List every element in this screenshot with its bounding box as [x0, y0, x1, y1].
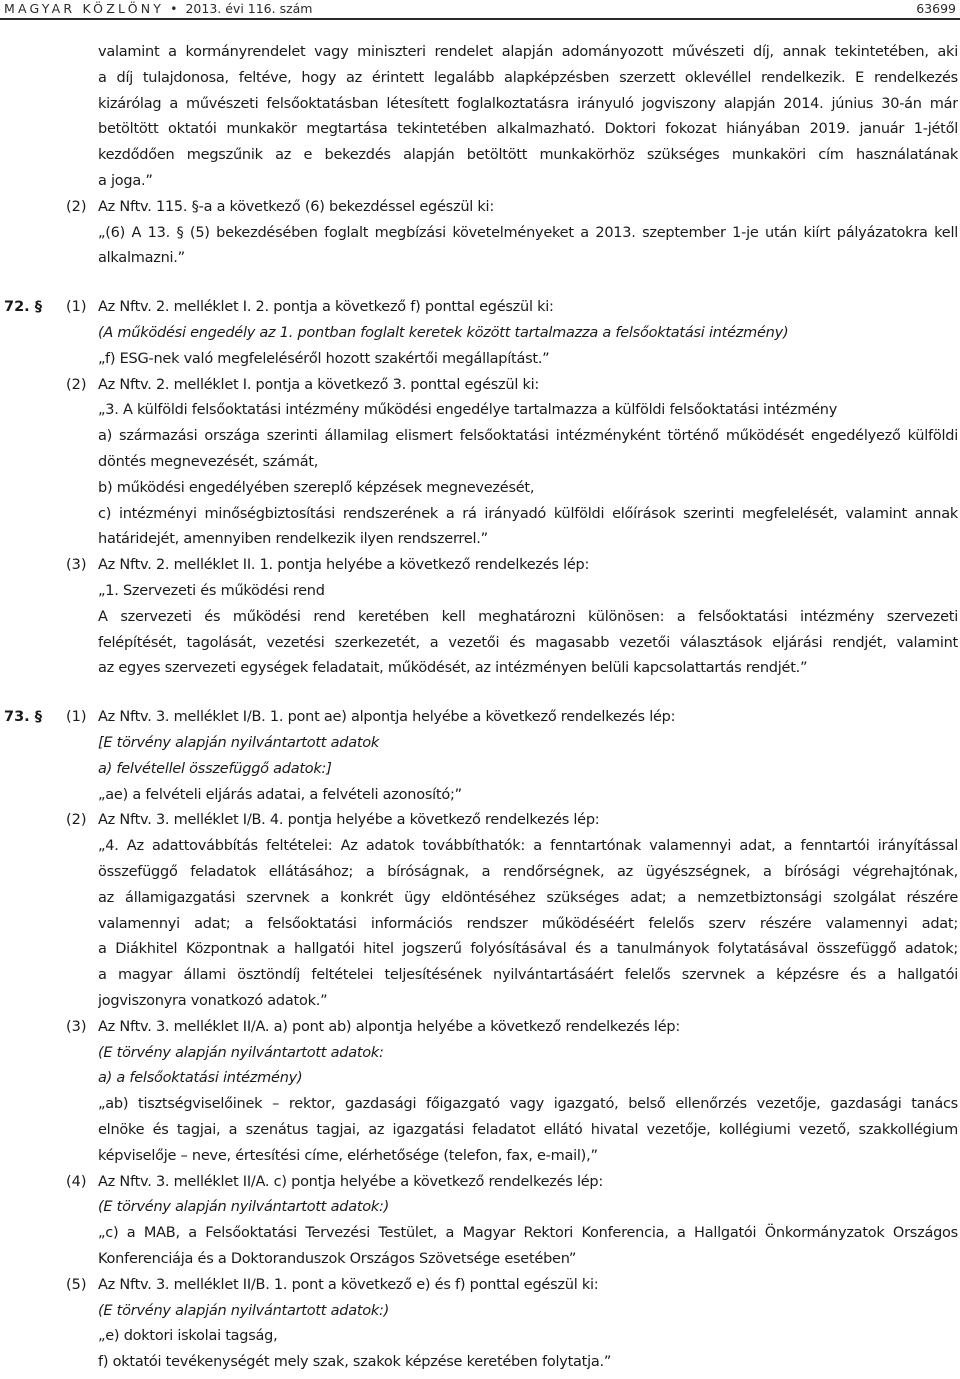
text-line: „(6) A 13. § (5) bekezdésében foglalt megbízási követelményeket a 2013. szeptember 1-je után kiírt pályázatokra kell — [98, 224, 958, 241]
text-line: (E törvény alapján nyilvántartott adatok: — [98, 1044, 384, 1061]
text-line: kezdődően megszűnik az e bekezdés alapján betöltött munkakörhöz szükséges munkaköri cím használatának — [98, 147, 958, 164]
text-line: f) oktatói tevékenységét mely szak, szakok képzése keretében folytatja.” — [98, 1354, 612, 1371]
text-line: az államigazgatási szervnek a konkrét ügy eldöntéséhez szükséges adat; a nemzetbiztonsági szolgálat részére — [98, 889, 958, 906]
issue-label: 2013. évi 116. szám — [185, 1, 313, 16]
text-line: a joga.” — [98, 173, 153, 189]
text-line: alkalmazni.” — [98, 250, 185, 267]
text-line: „ae) a felvételi eljárás adatai, a felvételi azonosító;” — [98, 786, 462, 803]
paragraph-number: (4) — [66, 1173, 87, 1190]
text-line: kizárólag a művészeti felsőoktatásban létesített foglalkoztatásra irányuló jogviszony alapján 2014. június 30-án már — [98, 95, 958, 112]
paragraph-number: (3) — [66, 1018, 87, 1035]
text-line: Az Nftv. 3. melléklet II/A. a) pont ab) alpontja helyébe a következő rendelkezés lép: — [98, 1018, 680, 1035]
paragraph-number: (1) — [66, 709, 87, 726]
text-line: elnöke és tagjai, a szenátus tagjai, az igazgatási feladatot ellátó hivatal vezetője, kollégiumi vezető, szakkollégium — [98, 1122, 958, 1138]
text-line: „c) a MAB, a Felsőoktatási Tervezési Testület, a Magyar Rektori Konferencia, a Hallgatói Önkormányzatok Országos — [98, 1225, 958, 1242]
text-line: Az Nftv. 3. melléklet II/A. c) pontja helyébe a következő rendelkezés lép: — [98, 1173, 603, 1190]
text-line: a Diákhitel Központnak a hallgatói hitel jogszerű folyósításával és a tanulmányok folytatásával összefüggő adatok; — [98, 941, 958, 958]
publication-title: MAGYAR KÖZLÖNY — [4, 1, 165, 16]
text-line: „f) ESG-nek való megfeleléséről hozott szakértői megállapítást.” — [98, 350, 550, 367]
header-divider — [0, 18, 960, 20]
paragraph-number: (3) — [66, 557, 87, 574]
text-line: Az Nftv. 2. melléklet II. 1. pontja helyébe a következő rendelkezés lép: — [98, 557, 590, 574]
text-line: jogviszonyra vonatkozó adatok.” — [98, 993, 328, 1009]
header-publication-line — [4, 1, 312, 16]
page-header — [0, 0, 960, 22]
text-line: „ab) tisztségviselőinek – rektor, gazdasági főigazgató vagy igazgató, belső ellenőrzés vezetője, gazdasági tanács — [98, 1096, 958, 1113]
page-number: 63699 — [916, 1, 956, 16]
text-line: Az Nftv. 3. melléklet II/B. 1. pont a következő e) és f) ponttal egészül ki: — [98, 1276, 599, 1293]
text-line: összefüggő feladatok ellátásához; a bíróságnak, a rendőrségnek, az ügyészségnek, a bírósági végrehajtónak, — [98, 864, 958, 880]
paragraph-number: (2) — [66, 376, 87, 393]
text-line: (A működési engedély az 1. pontban foglalt keretek között tartalmazza a felsőoktatási intézmény) — [98, 325, 789, 341]
text-line: valamint a kormányrendelet vagy miniszteri rendelet alapján adományozott művészeti díj, annak tekintetében, aki — [98, 44, 958, 60]
text-line: „3. A külföldi felsőoktatási intézmény működési engedélye tartalmazza a külföldi felsőoktatási intézmény — [98, 402, 838, 419]
text-line: a) felvétellel összefüggő adatok:] — [98, 760, 332, 777]
text-line: (E törvény alapján nyilvántartott adatok:) — [98, 1302, 390, 1319]
text-line: betöltött oktatói munkakör megtartása tekintetében alkalmazható. Doktori fokozat hiányában 2019. január 1-jétől — [98, 121, 958, 138]
text-line: a magyar állami ösztöndíj feltételei teljesítésének nyilvántartásáért felelős szervnek a képzésre és a hallgatói — [98, 967, 958, 984]
text-line: „e) doktori iskolai tagság, — [98, 1328, 278, 1345]
text-line: Az Nftv. 115. §-a a következő (6) bekezdéssel egészül ki: — [98, 198, 494, 215]
text-line: (E törvény alapján nyilvántartott adatok:) — [98, 1199, 390, 1216]
text-line: a) származási országa szerinti államilag elismert felsőoktatási intézményként történő működését engedélyező külföldi — [98, 428, 958, 445]
text-line: határidejét, amennyiben rendelkezik ilyen rendszerrel.” — [98, 531, 488, 548]
paragraph-number: (2) — [66, 812, 87, 829]
paragraph-number: (2) — [66, 198, 87, 215]
text-line: a) a felsőoktatási intézmény) — [98, 1070, 303, 1087]
text-line: Az Nftv. 2. melléklet I. 2. pontja a következő f) ponttal egészül ki: — [98, 299, 554, 316]
section-number: 72. § — [4, 299, 42, 316]
text-line: c) intézményi minőségbiztosítási rendszerének a rá irányadó külföldi előírások szerinti megfelelését, valamint annak — [98, 505, 958, 522]
text-line: a díj tulajdonosa, feltéve, hogy az érintett legalább alapképzésben szerzett oklevéllel rendelkezik. E rendelkezés — [98, 69, 958, 86]
text-line: [E törvény alapján nyilvántartott adatok — [98, 735, 380, 751]
text-line: b) működési engedélyében szereplő képzések megnevezését, — [98, 479, 535, 496]
text-line: képviselője – neve, értesítési címe, elérhetősége (telefon, fax, e-mail),” — [98, 1147, 598, 1164]
text-line: Az Nftv. 3. melléklet I/B. 1. pont ae) alpontja helyébe a következő rendelkezés lép: — [98, 709, 676, 726]
paragraph-number: (5) — [66, 1276, 87, 1293]
text-line: valamennyi adat; a felsőoktatási információs rendszer működéséért felelős szerv részére valamennyi adat; — [98, 915, 958, 932]
text-line: Az Nftv. 3. melléklet I/B. 4. pontja helyébe a következő rendelkezés lép: — [98, 812, 600, 829]
text-line: döntés megnevezését, számát, — [98, 454, 319, 470]
text-line: az egyes szervezeti egységek feladatait, működését, az intézményen belüli kapcsolattartás rendjét.” — [98, 660, 808, 677]
header-separator: • — [170, 1, 178, 16]
section-number: 73. § — [4, 709, 42, 726]
text-line: „4. Az adattovábbítás feltételei: Az adatok továbbíthatók: a fenntartónak valamennyi adat, a fenntartói irányítással — [98, 838, 958, 855]
paragraph-number: (1) — [66, 299, 87, 316]
text-line: Az Nftv. 2. melléklet I. pontja a következő 3. ponttal egészül ki: — [98, 376, 540, 393]
text-line: „1. Szervezeti és működési rend — [98, 583, 325, 599]
text-line: felépítését, tagolását, vezetési szerkezetét, a vezetői és magasabb vezetői választások eljárási rendjét, valamint — [98, 634, 958, 651]
text-line: A szervezeti és működési rend keretében kell meghatározni különösen: a felsőoktatási intézmény szervezeti — [98, 608, 958, 625]
text-line: Konferenciája és a Doktoranduszok Országos Szövetsége esetében” — [98, 1251, 577, 1267]
